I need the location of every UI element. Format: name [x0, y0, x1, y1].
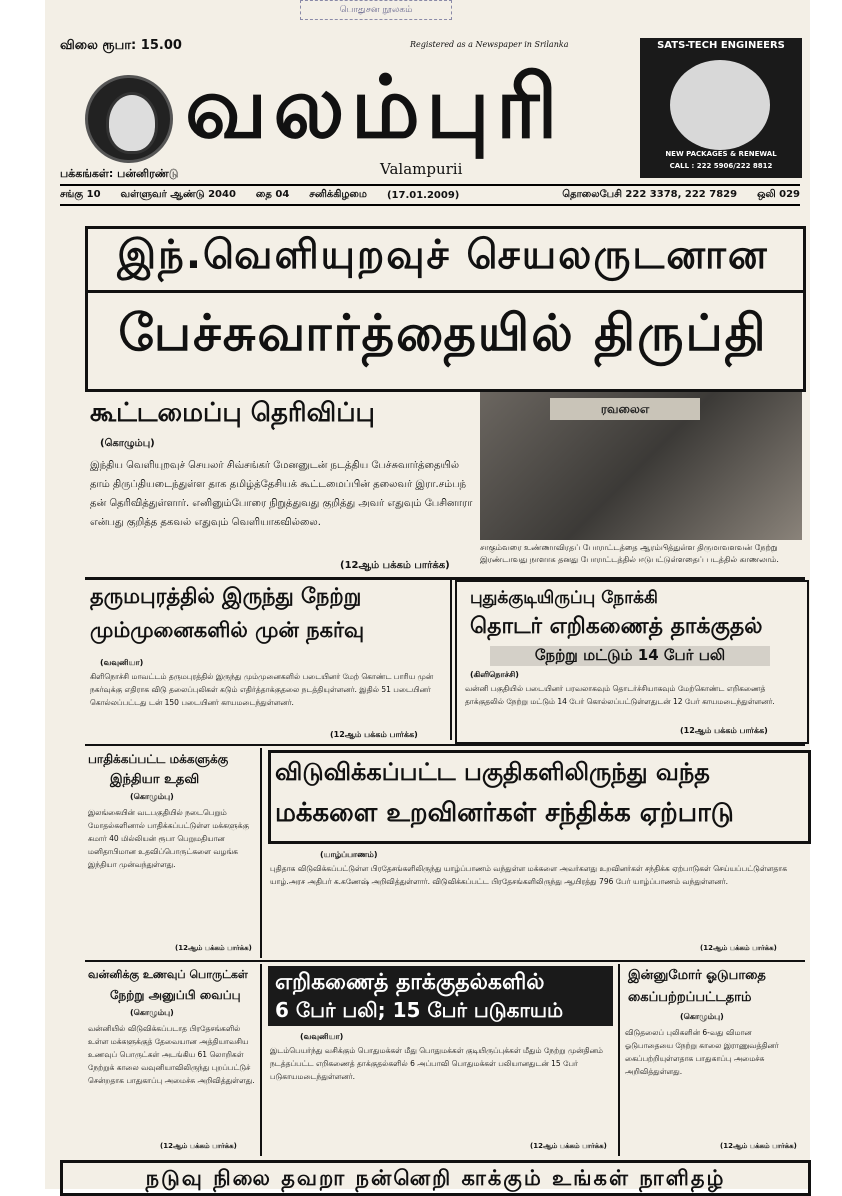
- story-7-headline-1: எறிகணைத் தாக்குதல்களில்: [275, 970, 545, 995]
- story-3-dateline: (கிளிநொச்சி): [470, 670, 519, 679]
- price-label: விலை ரூபா: 15.00: [60, 38, 182, 53]
- ad-title: SATS-TECH ENGINEERS: [657, 40, 785, 51]
- masthead-subtitle: Valampurii: [380, 160, 463, 178]
- story-6-kicker: வன்னிக்கு உணவுப் பொருட்கள்: [88, 968, 248, 981]
- date-item: வள்ளுவர் ஆண்டு 2040: [120, 189, 236, 200]
- date-item: தை 04: [255, 189, 290, 200]
- satellite-dish-icon: [670, 60, 770, 150]
- lead-dateline: (கொழும்பு): [100, 438, 155, 449]
- ad-line-1: NEW PACKAGES & RENEWAL: [665, 150, 777, 158]
- story-4-headline: இந்தியா உதவி: [110, 772, 200, 787]
- story-2-headline-2: மும்முனைகளில் முன் நகர்வு: [90, 618, 365, 642]
- ad-line-2: CALL : 222 5906/222 8812: [669, 162, 773, 170]
- story-3-continued: (12ஆம் பக்கம் பார்க்க): [680, 726, 768, 735]
- date-line: [60, 184, 800, 206]
- date-item: சங்கு 10: [60, 189, 101, 200]
- photo-caption: சாகும்வரை உண்ணாவிரதப் போராட்டத்தை ஆரம்பித்துள்ள திருமாவளவன் நேற்று இரண்டாவது நாளாக தனது போராட்டத்தில் ஈடுபட்டுள்ளதைப் படத்தில் காணலாம்.: [480, 543, 779, 564]
- story-3-body: வன்னி பகுதியில் படையினர் பரவலாகவும் தொடர்ச்சியாகவும் மேற்கொண்ட எறிகணைத் தாக்குதலில் நேற்று மட்டும் 14 பேர் கொல்லப்பட்டுள்ளதுடன் 12 பேர் காயமடைந்துள்ளனர்.: [465, 684, 775, 706]
- story-8-kicker: இன்னுமோர் ஓடுபாதை: [628, 968, 766, 983]
- section-divider: [85, 744, 805, 746]
- page-count: பக்கங்கள்: பன்னிரண்டு: [60, 167, 179, 180]
- story-7-body: இடம்பெயர்ந்து வசிக்கும் பொதுமக்கள் மீது பொதுமக்கள் குடியிருப்புக்கள் மீதும் நேற்று முன்தினம் நடத்தப்பட்ட எறிகணைத் தாக்குதல்களில் 6 அப்பாவி பொதுமக்கள் பலியானதுடன் 15 பேர் படுகாயமடைந்துள்ளனர்.: [270, 1046, 603, 1081]
- story-4-body: இலங்கையின் வடபகுதியில் நடைபெறும் மோதல்களினால் பாதிக்கப்பட்டுள்ள மக்களுக்கு சுமார் 40 மில்லியன் ரூபா பெறுமதியான மனிதாபிமான உதவிப்பொருட்களை வழங்க இந்தியா முன்வந்துள்ளது.: [88, 808, 249, 869]
- masthead-title: வலம்புரி: [185, 58, 564, 158]
- sats-tech-advertisement: [640, 38, 802, 178]
- story-6-dateline: (கொழும்பு): [130, 1008, 174, 1017]
- story-6-body: வன்னியில் விடுவிக்கப்படாத பிரதேசங்களில் உள்ள மக்களுக்குத் தேவையான அத்தியாவசிய உணவுப் பொருட்கள் அடங்கிய 61 லொறிகள் நேற்றுக் காலை வவுனியாவிலிருந்து புறப்பட்டுச் சென்றதாக பாதுகாப்பு அமைச்சு அறிவித்துள்ளது.: [88, 1024, 255, 1085]
- story-5-body: புதிதாக விடுவிக்கப்பட்டுள்ள பிரதேசங்களிலிருந்து யாழ்ப்பாணம் வந்துள்ள மக்களை அவர்களது உறவினர்கள் சந்திக்க ஏற்பாடுகள் செய்யப்பட்டுள்ளதாக யாழ்.அரச அதிபர் க.கணேஷ் அறிவித்துள்ளார். விடுவிக்கப்பட்ட பிரதேசங்களிலிருந்து ஆயிரத்து 796 பேர் யாழ்ப்பாணம் வந்துள்ளனர்.: [270, 864, 788, 886]
- story-2-continued: (12ஆம் பக்கம் பார்க்க): [330, 730, 418, 739]
- section-divider: [85, 960, 805, 962]
- story-5-headline-1: விடுவிக்கப்பட்ட பகுதிகளிலிருந்து வந்த: [275, 758, 710, 786]
- conch-emblem-logo: [85, 75, 173, 163]
- library-stamp: பொதுசன நூலகம்: [300, 0, 452, 20]
- footer-slogan: நடுவு நிலை தவறா நன்னெறி காக்கும் உங்கள் நாளிதழ்: [60, 1160, 811, 1196]
- lead-headline-line-2: பேச்சுவார்த்தையில் திருப்தி: [118, 304, 768, 362]
- story-3-subhead: நேற்று மட்டும் 14 பேர் பலி: [490, 646, 770, 666]
- story-5-dateline: (யாழ்ப்பாணம்): [320, 850, 378, 859]
- story-4-dateline: (கொழும்பு): [130, 792, 174, 801]
- story-6-continued: (12ஆம் பக்கம் பார்க்க): [160, 1142, 237, 1150]
- lead-headline-line-1: இந்.வெளியுறவுச் செயலருடனான: [117, 232, 769, 278]
- story-8-body: விடுதலைப் புலிகளின் 6-வது விமான ஓடுபாதையை நேற்று காலை இராணுவத்தினர் கைப்பற்றியுள்ளதாக பாதுகாப்பு அமைச்சு அறிவித்துள்ளது.: [625, 1028, 779, 1076]
- headline-divider: [85, 290, 803, 293]
- story-7-continued: (12ஆம் பக்கம் பார்க்க): [530, 1142, 607, 1150]
- lead-body: இந்திய வெளியுறவுச் செயலர் சிவ்சங்கர் மேனனுடன் நடத்திய பேச்சுவார்த்தையில் தாம் திருப்தியடைந்துள்ள தாக தமிழ்த்தேசியக் கூட்டமைப்பின் தலைவர் இரா.சம்பந் தன் தெரிவித்துள்ளார். எனினும்போரை நிறுத்துவது குறித்து அவர் எதுவும் பேசினாரா என்பது குறித்த தகவல் எதுவும் வெளியாகவில்லை.: [90, 460, 473, 528]
- date-item: (17.01.2009): [386, 189, 460, 201]
- story-2-dateline: (வவுனியா): [100, 658, 144, 667]
- registration-note: Registered as a Newspaper in Srilanka: [410, 40, 569, 49]
- story-4-continued: (12ஆம் பக்கம் பார்க்க): [175, 944, 252, 952]
- story-8-headline: கைப்பற்றப்பட்டதாம்: [628, 990, 752, 1005]
- story-7-dateline: (வவுனியா): [300, 1032, 344, 1041]
- lead-continued: (12ஆம் பக்கம் பார்க்க): [340, 560, 450, 571]
- story-3-kicker: புதுக்குடியிருப்பு நோக்கி: [470, 588, 658, 608]
- story-5-continued: (12ஆம் பக்கம் பார்க்க): [700, 944, 777, 952]
- story-2-body: கிளிநொச்சி மாவட்டம் தருமபுரத்தில் இருந்து மும்முனைகளில் படையினர் மேற் கொண்ட பாரிய முன் நகர்வுக்கு எதிராக விடு தலைப்புலிகள் கடும் எதிர்த்தாக்குதலை நடத்தியுள்ளனர். இதில் 51 படையினர் கொல்லப்பட்டது டன் 150 படையினர் காயமடைந்துள்ளனர்.: [90, 672, 434, 707]
- lead-subhead: கூட்டமைப்பு தெரிவிப்பு: [90, 398, 375, 428]
- photo-banner: ரவலைஎ: [550, 398, 700, 420]
- story-8-dateline: (கொழும்பு): [680, 1012, 724, 1021]
- issue-number: ஒலி 029: [757, 189, 800, 200]
- date-item: சனிக்கிழமை: [309, 189, 367, 200]
- hunger-strike-photo: [480, 392, 802, 540]
- story-6-headline: நேற்று அனுப்பி வைப்பு: [110, 988, 241, 1002]
- story-5-headline-2: மக்களை உறவினர்கள் சந்திக்க ஏற்பாடு: [275, 798, 734, 828]
- story-8-continued: (12ஆம் பக்கம் பார்க்க): [720, 1142, 797, 1150]
- story-4-kicker: பாதிக்கப்பட்ட மக்களுக்கு: [88, 752, 229, 766]
- phone-numbers: தொலைபேசி 222 3378, 222 7829: [562, 189, 738, 200]
- story-7-headline-2: 6 பேர் பலி; 15 பேர் படுகாயம்: [275, 998, 564, 1022]
- story-2-headline-1: தருமபுரத்தில் இருந்து நேற்று: [90, 584, 362, 608]
- story-3-headline: தொடர் எறிகணைத் தாக்குதல்: [470, 614, 763, 639]
